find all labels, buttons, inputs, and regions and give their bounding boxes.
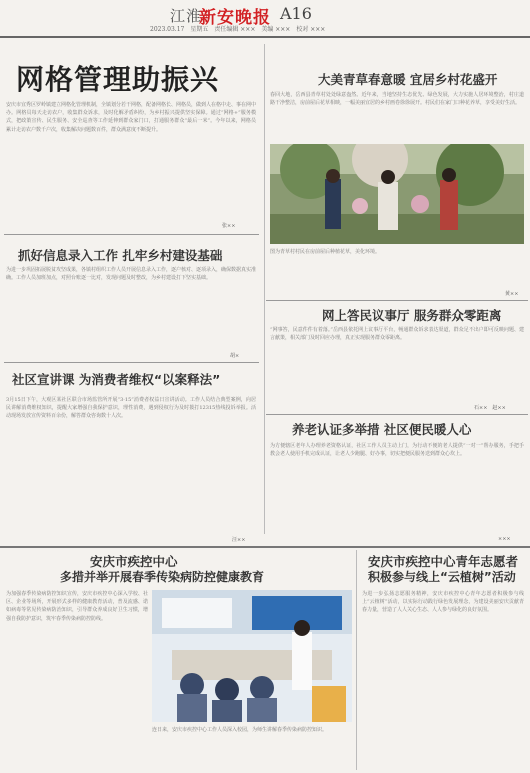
article-8-subtitle: 积极参与线上“云植树”活动 [368, 570, 516, 584]
article-6-byline: ××× [498, 536, 511, 542]
article-4-caption: 图为青草村村民在房前屋后种植花草，美化环境。 [270, 249, 381, 255]
article-7-title: 安庆市疾控中心 [90, 554, 178, 569]
divider [266, 414, 528, 415]
column-divider [264, 44, 265, 534]
article-3-body: 3月15日下午，大观区某社区联合市场监管所开展“3·15”消费者权益日宣讲活动。工作人员结合典型案例，向居民讲解消费维权知识，提醒大家增强自我保护意识，理性消费，遇到侵权行为及时拨打12315热线投诉举报。活动现场发放宣传资料百余份，解答群众咨询数十人次。 [6, 397, 256, 420]
article-4-title: 大美青草春意暖 宜居乡村花盛开 [318, 72, 498, 87]
region-label: 江淮 [170, 7, 203, 25]
article-1-byline: 张×× [222, 223, 236, 229]
article-2-title: 抓好信息录入工作 扎牢乡村建设基础 [18, 248, 223, 263]
issue-meta: 2023.03.17 星期五 责任编辑 ××× 美编 ××× 校对 ××× [150, 26, 326, 33]
article-4-body: 春回大地，岳西县青草村处处绿意盎然。近年来，当地坚持生态优先、绿色发展，大力实施人居环境整治，村庄道路干净整洁，房前屋后花草相映，一幅美丽宜居的乡村画卷徐徐展开。村民们在家门口种花养草，享受美好生活。 [270, 92, 524, 107]
article-4-byline: 黄×× [505, 291, 519, 297]
divider [266, 300, 528, 301]
article-8-body: 为进一步弘扬志愿服务精神，安庆市疾控中心青年志愿者积极参与线上“云植树”活动，以实际行动践行绿色发展理念，为建设美丽安庆贡献青春力量，营造了人人关心生态、人人参与绿化的良好氛围。 [362, 591, 524, 614]
article-3-title: 社区宣讲课 为消费者维权“以案释法” [12, 372, 221, 387]
article-2-body: 为进一步巩固拓展脱贫攻坚成果，各镇村组织工作人员开展信息录入工作，逐户核对、逐项录入，确保数据真实准确。工作人员加班加点，对照台账逐一比对，发现问题及时整改，为乡村建设打下坚实基础。 [6, 267, 256, 282]
page-number: A16 [280, 4, 312, 23]
column-divider [356, 550, 357, 770]
article-1-body: 安庆市宜秀区罗岭镇建立网格化管理机制，全镇划分若干网格，配备网格长、网格员，做到人在格中走、事在网中办。网格员每天走访农户，收集群众诉求，及时化解矛盾纠纷，为乡村振兴提供坚实保障。通过“网格+”服务模式，把政策宣传、民生服务、安全巡查等工作延伸到群众家门口，打通服务群众“最后一米”。今年以来，网格员累计走访农户数千户次，收集解决问题数百件，群众满意度不断提升。 [6, 102, 256, 133]
article-7-subtitle: 多措并举开展春季传染病防控健康教育 [60, 570, 265, 584]
article-6-title: 养老认证多举措 社区便民暖人心 [292, 422, 472, 437]
article-8-title: 安庆市疾控中心青年志愿者 [368, 554, 519, 569]
article-3-byline: 汪×× [232, 537, 246, 543]
village-photo [270, 144, 524, 244]
article-7-caption: 连日来，安庆市疾控中心工作人员深入校园，为师生讲解春季传染病防控知识。 [152, 727, 328, 733]
header-rule [0, 36, 530, 38]
article-5-body: “网事答，民意件件有着落。”岳西县依托网上议事厅平台，畅通群众诉求表达渠道，群众足不出户即可反映问题、建言献策，相关部门及时回应办理，真正实现服务群众零距离。 [270, 327, 524, 342]
newspaper-logo: 新安晚报 [199, 8, 271, 28]
article-5-byline: 石×× 赵×× [474, 405, 506, 411]
article-1-title: 网格管理助振兴 [16, 63, 220, 96]
divider [4, 362, 259, 363]
article-7-body: 为加强春季传染病防控知识宣传，安庆市疾控中心深入学校、社区、企业等场所，开展形式多样的健康教育活动，普及流感、诺如病毒等常见传染病防治知识，引导群众养成良好卫生习惯，增强自我防护意识，筑牢春季传染病防控防线。 [6, 591, 148, 622]
divider [4, 234, 259, 235]
article-2-byline: 胡× [230, 353, 240, 359]
article-6-body: 为方便辖区老年人办理养老资格认证，社区工作人员主动上门，为行动不便的老人提供“一对一”帮办服务，手把手教会老人使用手机完成认证，让老人少跑腿、好办事，切实把便民服务送到群众心坎上。 [270, 443, 524, 458]
article-5-title: 网上答民议事厅 服务群众零距离 [322, 308, 502, 323]
health-education-photo [152, 590, 352, 722]
divider [0, 546, 530, 548]
